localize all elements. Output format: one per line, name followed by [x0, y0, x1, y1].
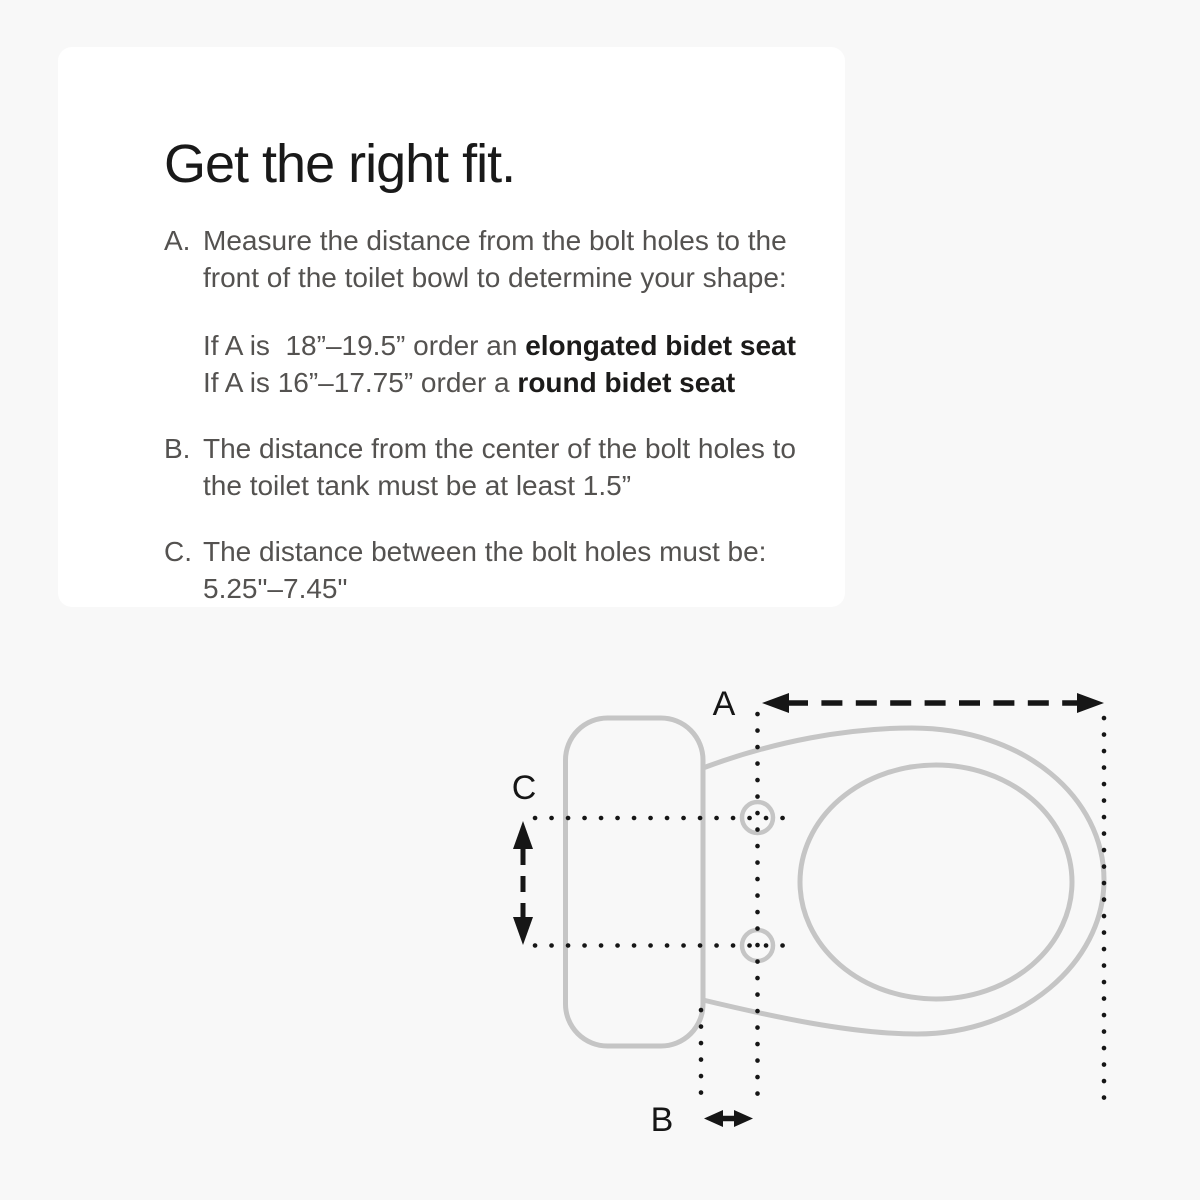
instruction-b-line2: the toilet tank must be at least 1.5” — [203, 470, 632, 501]
measure-b-arrow — [704, 1110, 753, 1127]
option-round-bold: round bidet seat — [517, 367, 736, 398]
instruction-a-line2: front of the toilet bowl to determine your shape: — [203, 262, 787, 293]
measure-b-arrowhead-right — [734, 1110, 753, 1127]
option-round-prefix: If A is 16”–17.75” order a — [203, 367, 518, 398]
option-elongated-prefix: If A is 18”–19.5” order an — [203, 330, 526, 361]
toilet-bowl-inner-rim — [800, 765, 1072, 999]
measure-c-arrowhead-down — [513, 917, 533, 945]
instruction-c-line1: The distance between the bolt holes must be: — [203, 536, 767, 567]
toilet-tank-outline — [566, 718, 704, 1046]
measure-a-arrow — [762, 693, 1104, 713]
instruction-a-marker: A. — [164, 225, 191, 256]
toilet-bowl-outline — [703, 728, 1104, 1034]
measure-a-arrowhead-right — [1077, 693, 1104, 713]
instruction-b-marker: B. — [164, 433, 191, 464]
instruction-c-line2: 5.25"–7.45" — [203, 573, 348, 604]
measure-b-label: B — [650, 1101, 674, 1139]
measure-c-label: C — [511, 769, 537, 807]
instruction-b-line1: The distance from the center of the bolt holes to — [203, 433, 797, 464]
measure-a-arrowhead-left — [762, 693, 789, 713]
option-elongated-bold: elongated bidet seat — [525, 330, 796, 361]
instruction-c-marker: C. — [164, 536, 192, 567]
instruction-a-line1: Measure the distance from the bolt holes to the — [203, 225, 787, 256]
measure-a-label: A — [712, 685, 736, 723]
measure-c-arrowhead-up — [513, 821, 533, 849]
page-title: Get the right fit. — [164, 134, 516, 194]
measure-c-arrow — [513, 821, 533, 945]
measure-b-arrowhead-left — [704, 1110, 723, 1127]
